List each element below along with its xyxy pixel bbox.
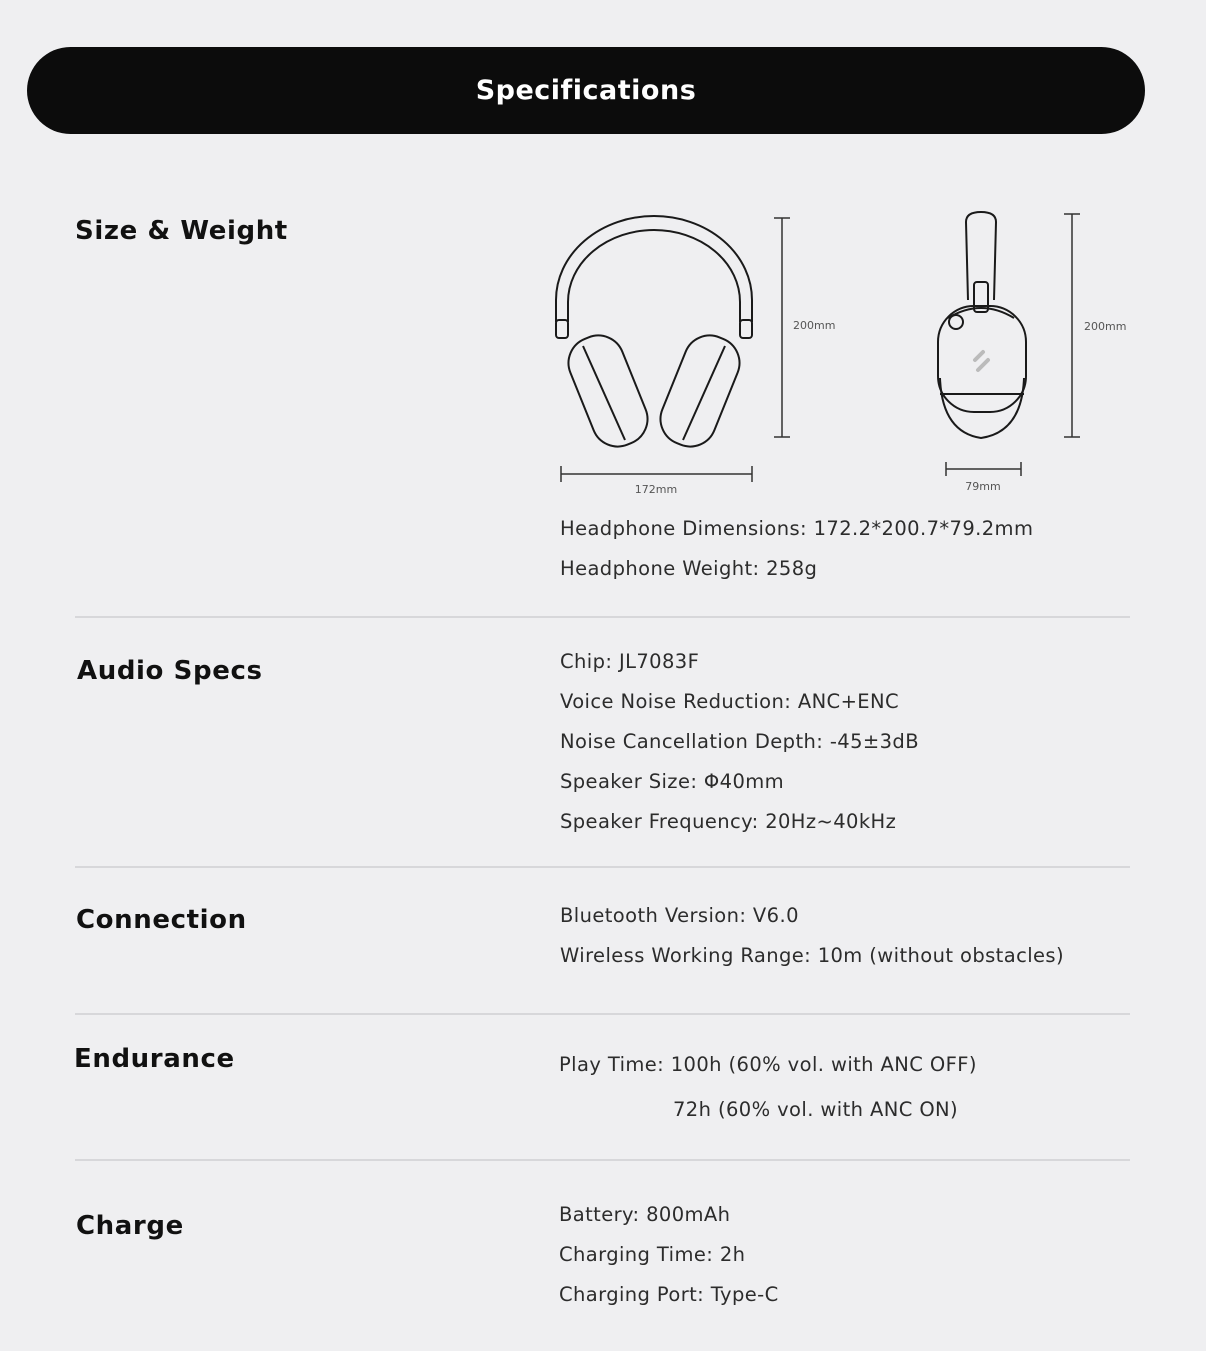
spec-line: 72h (60% vol. with ANC ON) xyxy=(673,1098,959,1121)
spec-line: Charging Time: 2h xyxy=(559,1243,746,1266)
side-height-label: 200mm xyxy=(1084,320,1127,333)
headphone-side-illustration xyxy=(920,205,1140,505)
side-width-label: 79mm xyxy=(965,480,1001,493)
spec-line: Play Time: 100h (60% vol. with ANC OFF) xyxy=(559,1053,977,1076)
front-width-label: 172mm xyxy=(634,483,678,496)
section-divider xyxy=(75,866,1130,868)
section-divider xyxy=(75,1159,1130,1161)
title-bar xyxy=(27,47,1145,134)
front-height-label: 200mm xyxy=(793,319,836,332)
spec-line: Charging Port: Type-C xyxy=(559,1283,779,1306)
spec-line: Noise Cancellation Depth: -45±3dB xyxy=(560,730,919,753)
page-title: Specifications xyxy=(475,75,697,106)
spec-line: Speaker Size: Φ40mm xyxy=(560,770,785,793)
spec-line: Speaker Frequency: 20Hz~40kHz xyxy=(560,810,897,833)
endurance-heading: Endurance xyxy=(74,1044,235,1074)
section-divider xyxy=(75,1013,1130,1015)
spec-line: Headphone Weight: 258g xyxy=(560,557,818,580)
spec-line: Headphone Dimensions: 172.2*200.7*79.2mm xyxy=(560,517,1034,540)
spec-line: Voice Noise Reduction: ANC+ENC xyxy=(560,690,900,713)
spec-line: Chip: JL7083F xyxy=(560,650,700,673)
spec-line: Bluetooth Version: V6.0 xyxy=(560,904,799,927)
audio-specs-heading: Audio Specs xyxy=(77,656,263,686)
spec-line: Wireless Working Range: 10m (without obstacles) xyxy=(560,944,1064,967)
connection-heading: Connection xyxy=(76,905,247,935)
spec-line: Battery: 800mAh xyxy=(559,1203,731,1226)
headphone-front-illustration xyxy=(540,205,860,505)
charge-heading: Charge xyxy=(76,1211,184,1241)
size-weight-heading: Size & Weight xyxy=(75,216,288,246)
section-divider xyxy=(75,616,1130,618)
